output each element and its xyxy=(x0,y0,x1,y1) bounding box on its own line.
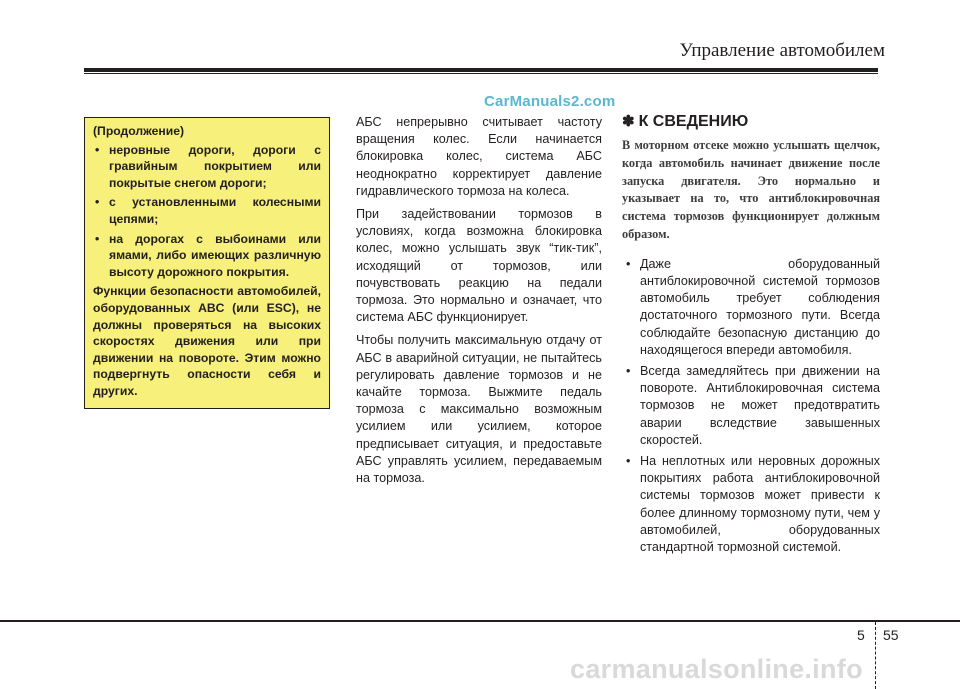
warning-bullet: • на дорогах с выбоинами или ямами, либо имеющих различную высоту дорожного покрытия. xyxy=(93,231,321,281)
body-paragraph: При задействовании тормозов в условиях, когда возможна блокировка колес, можно услышать звук “тик-тик”, исходящий от тормозов, или почувствовать реакцию на педали тормоза. Это нормально и означает, что система АБС функционирует. xyxy=(356,207,602,325)
body-paragraph: АБС непрерывно считывает частоту вращения колес. Если начинается блокировка колес, система АБС неоднократно корректирует давление гидравлического тормоза на колеса. xyxy=(356,115,602,198)
note-bullet: • На неплотных или неровных дорожных покрытиях работа антиблокировочной системы тормозов может привести к более длинному тормозному пути, чем у автомобилей, оборудованных стандартной тормозной системой. xyxy=(622,453,880,556)
watermark-bottom: carmanualsonline.info xyxy=(570,654,863,684)
note-heading-text: К СВЕДЕНИЮ xyxy=(638,113,749,130)
header-rule-thin xyxy=(84,73,878,74)
header-rule xyxy=(84,68,878,72)
right-column xyxy=(622,112,880,560)
note-bullet-list xyxy=(622,256,880,556)
page-number: 55 xyxy=(883,627,899,643)
asterisk-icon: ✽ xyxy=(622,113,635,130)
header-title: Управление автомобилем xyxy=(679,40,885,61)
warning-closing: Функции безопасности автомобилей, оборудованных ABC (или ESC), не должны проверяться на высоких скоростях движения или при движении на повороте. Этим можно подвергнуть опасности себя и других. xyxy=(93,284,321,398)
warning-continued: (Продолжение) xyxy=(93,124,185,138)
watermark-top: CarManuals2.com xyxy=(484,93,616,110)
note-bullet: • Всегда замедляйтесь при движении на повороте. Антиблокировочная система тормозов не может предотвратить аварии вследствие завышенных скоростей. xyxy=(622,363,880,449)
warning-box xyxy=(84,117,330,409)
note-heading xyxy=(622,112,880,131)
warning-bullet-list xyxy=(93,142,321,281)
body-paragraph: Чтобы получить максимальную отдачу от АБС в аварийной ситуации, не пытайтесь регулировать давление тормозов и не качайте тормоза. Выжмите педаль тормоза с максимально возможным усилием или усилием, которое предписывает ситуация, и предоставьте АБС управлять усилием, передаваемым на тормоза. xyxy=(356,333,602,486)
note-bullet: • Даже оборудованный антиблокировочной системой тормозов автомобиль требует соблюдения достаточного тормозного пути. Всегда соблюдайте безопасную дистанцию до находящегося впереди автомобиля. xyxy=(622,256,880,359)
note-intro: В моторном отсеке можно услышать щелчок, когда автомобиль начинает движение после запуска двигателя. Это нормально и указывает на то, что антиблокировочная система тормозов функционирует должным образом. xyxy=(622,138,880,241)
warning-bullet: • неровные дороги, дороги с гравийным покрытием или покрытые снегом дороги; xyxy=(93,142,321,192)
warning-bullet: • с установленными колесными цепями; xyxy=(93,194,321,227)
chapter-number: 5 xyxy=(857,627,865,643)
middle-column xyxy=(356,114,602,493)
footer-rule xyxy=(0,620,960,622)
footer-divider xyxy=(875,622,876,689)
